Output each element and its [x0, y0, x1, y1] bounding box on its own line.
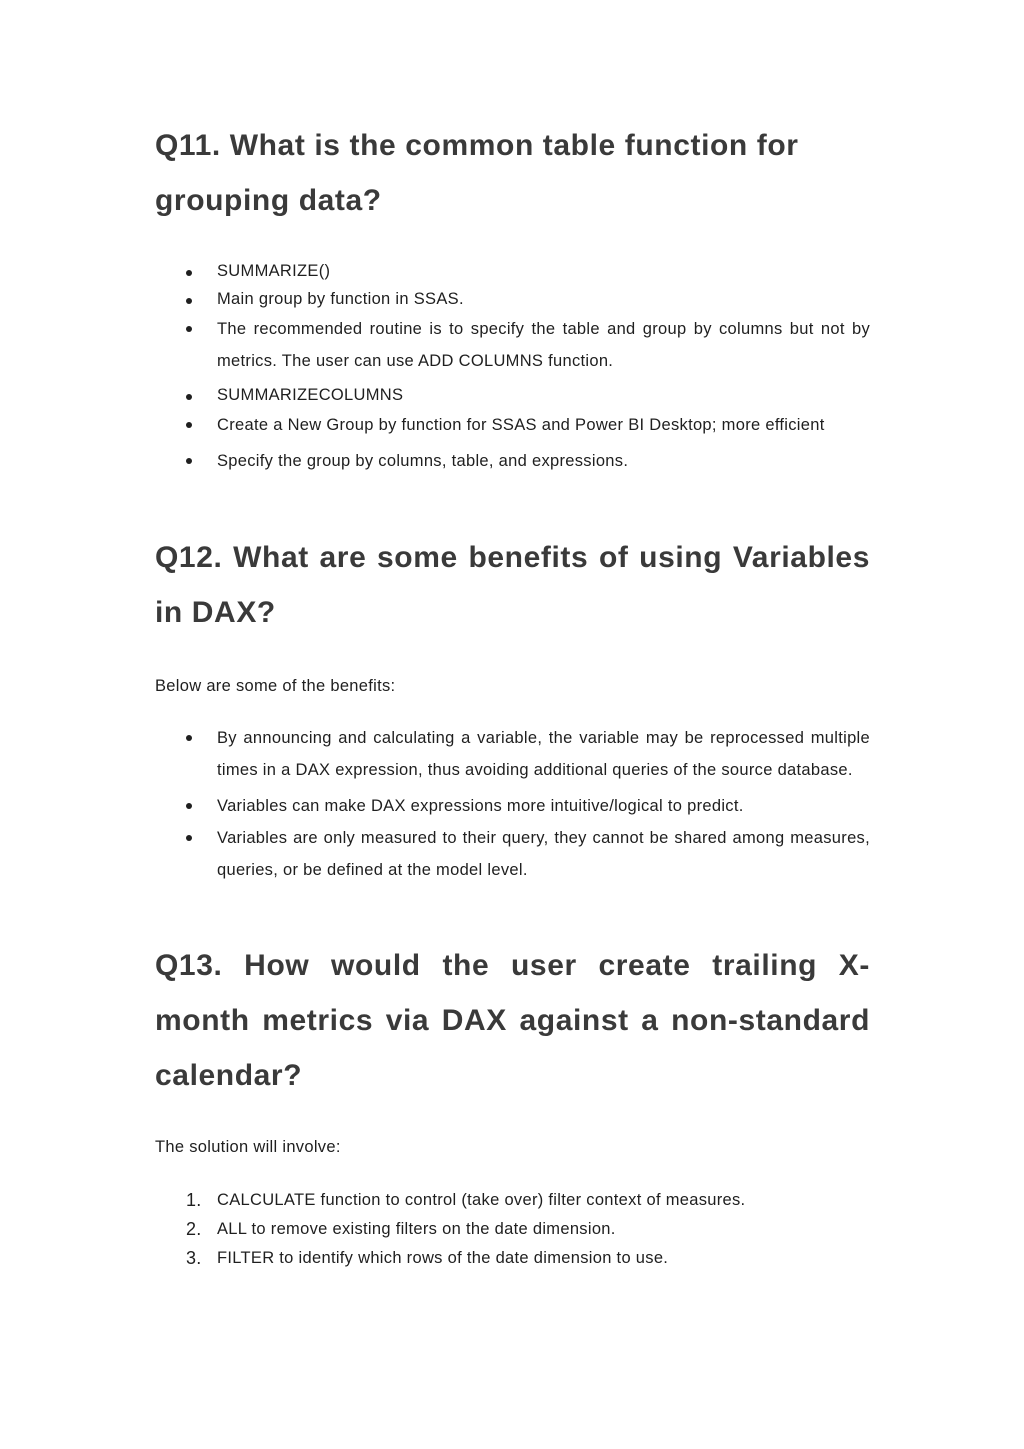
list-item — [155, 257, 870, 285]
bullet-icon — [186, 270, 192, 276]
bullet-icon — [186, 326, 192, 332]
list-number: 2. — [186, 1219, 202, 1239]
q12-heading: Q12. What are some benefits of using Variables in DAX? — [155, 541, 870, 629]
list-item-text: Specify the group by columns, table, and expressions. — [217, 452, 629, 470]
list-item-text: SUMMARIZE() — [217, 262, 331, 280]
bullet-icon — [186, 458, 192, 464]
list-item — [155, 445, 870, 477]
list-item-text: FILTER to identify which rows of the date dimension to use. — [217, 1249, 669, 1267]
list-number: 1. — [186, 1190, 202, 1210]
list-item-text: ALL to remove existing filters on the date dimension. — [217, 1220, 616, 1238]
list-item — [155, 313, 870, 377]
q12-intro-text: Below are some of the benefits: — [155, 677, 396, 695]
list-item — [155, 1186, 870, 1215]
bullet-icon — [186, 422, 192, 428]
list-item-text: Create a New Group by function for SSAS and Power BI Desktop; more efficient — [217, 416, 825, 434]
list-item — [155, 409, 870, 441]
list-item — [155, 1244, 870, 1273]
bullet-icon — [186, 835, 192, 841]
list-item — [155, 1215, 870, 1244]
list-item — [155, 790, 870, 822]
list-item-text: Variables are only measured to their query, they cannot be shared among measures, queries, or be defined at the model level. — [217, 829, 870, 879]
list-number: 3. — [186, 1248, 202, 1268]
q13-numbered-list — [155, 1186, 870, 1273]
list-item-text: The recommended routine is to specify the table and group by columns but not by metrics. The user can use ADD COLUMNS function. — [217, 320, 870, 370]
list-item-text: By announcing and calculating a variable, the variable may be reprocessed multiple times in a DAX expression, thus avoiding additional queries of the source database. — [217, 729, 870, 779]
q13-intro-text: The solution will involve: — [155, 1138, 341, 1156]
bullet-icon — [186, 394, 192, 400]
list-item-text: CALCULATE function to control (take over) filter context of measures. — [217, 1191, 746, 1209]
q13-heading: Q13. How would the user create trailing X-month metrics via DAX against a non-standard calendar? — [155, 949, 870, 1092]
bullet-icon — [186, 298, 192, 304]
list-item — [155, 285, 870, 313]
q11-heading: Q11. What is the common table function for grouping data? — [155, 129, 799, 217]
list-item — [155, 822, 870, 886]
list-item-text: Main group by function in SSAS. — [217, 290, 464, 308]
list-item — [155, 381, 870, 409]
list-item-text: SUMMARIZECOLUMNS — [217, 386, 404, 404]
q11-bullet-list — [155, 257, 870, 477]
bullet-icon — [186, 735, 192, 741]
q12-bullet-list — [155, 722, 870, 886]
list-item — [155, 722, 870, 786]
bullet-icon — [186, 803, 192, 809]
list-item-text: Variables can make DAX expressions more intuitive/logical to predict. — [217, 797, 744, 815]
